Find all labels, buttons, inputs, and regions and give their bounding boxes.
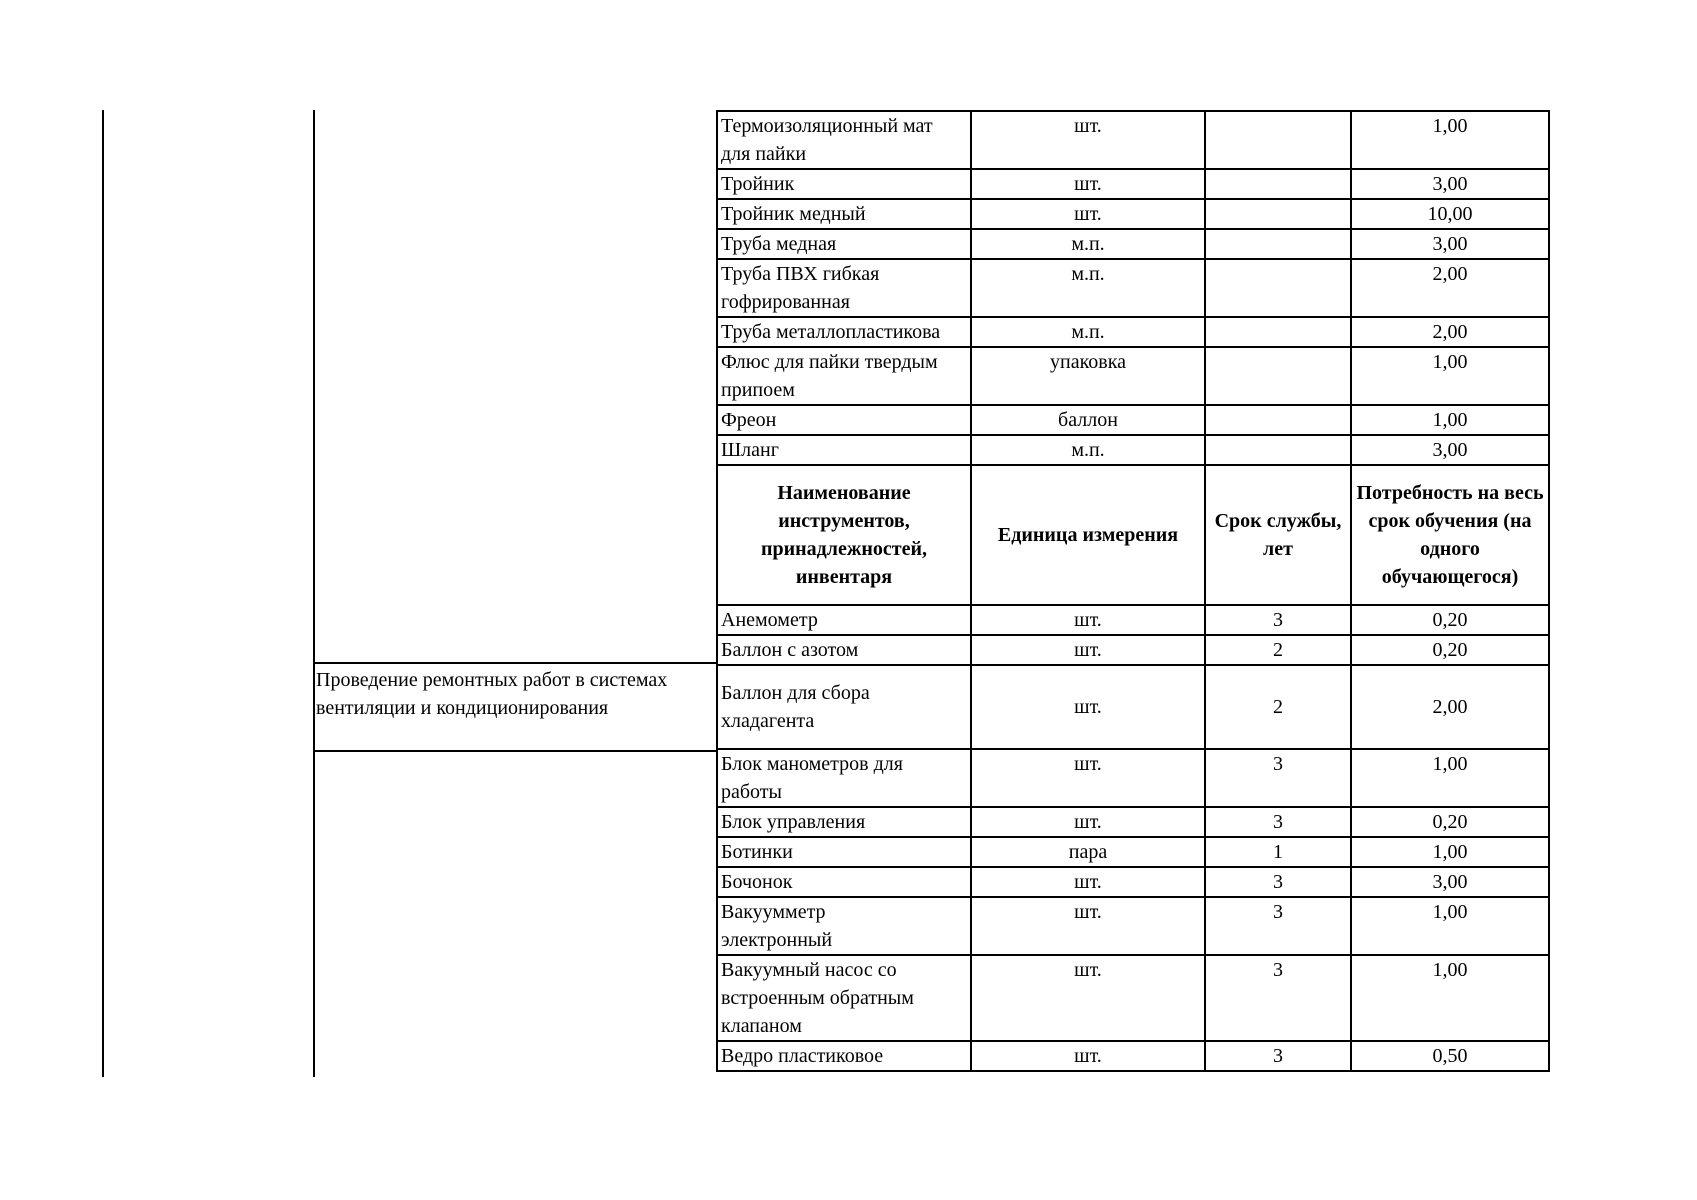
item-name-line: Блок манометров для [721, 753, 903, 775]
item-unit-cell: шт. [971, 111, 1205, 169]
item-name-line: Ведро пластиковое [721, 1045, 884, 1067]
item-name-line: Анемометр [721, 609, 818, 631]
item-term-cell [1205, 111, 1351, 169]
item-name-cell [717, 405, 971, 435]
item-name-line: встроенным обратным [721, 987, 914, 1009]
section-bottom-line [313, 750, 717, 752]
section-column-line [313, 110, 315, 1077]
item-name-line: Термоизоляционный мат [721, 115, 933, 137]
section-title: Проведение ремонтных работ в системах вентиляции и кондиционирования [316, 669, 668, 719]
item-term-cell: 3 [1205, 897, 1351, 955]
item-name-line: Флюс для пайки твердым [721, 351, 938, 373]
item-name-line: Бочонок [721, 871, 793, 893]
item-term-cell [1205, 259, 1351, 317]
item-term-cell [1205, 229, 1351, 259]
item-need-cell: 10,00 [1351, 199, 1549, 229]
item-unit-cell: шт. [971, 807, 1205, 837]
item-unit-cell: шт. [971, 665, 1205, 749]
item-need-cell: 2,00 [1351, 259, 1549, 317]
item-name-line: клапаном [721, 1015, 802, 1037]
item-unit-cell: шт. [971, 169, 1205, 199]
item-unit-cell: м.п. [971, 317, 1205, 347]
table-row [717, 1041, 1549, 1071]
item-unit-cell: м.п. [971, 435, 1205, 465]
item-need-cell: 3,00 [1351, 169, 1549, 199]
item-name-line: Труба ПВХ гибкая [721, 263, 880, 285]
table-header-row [717, 465, 1549, 605]
item-name-cell [717, 867, 971, 897]
table-row [717, 199, 1549, 229]
item-name-cell [717, 317, 971, 347]
table-row [717, 837, 1549, 867]
table-row [717, 897, 1549, 955]
item-need-cell: 3,00 [1351, 867, 1549, 897]
item-name-line: Баллон с азотом [721, 639, 859, 661]
item-name-line: Баллон для сбора [721, 682, 870, 704]
item-unit-cell: шт. [971, 955, 1205, 1041]
item-unit-cell: шт. [971, 749, 1205, 807]
item-term-cell: 3 [1205, 1041, 1351, 1071]
item-name-cell [717, 259, 971, 317]
item-name-line: Тройник [721, 173, 795, 195]
item-name-cell [717, 347, 971, 405]
item-need-cell: 2,00 [1351, 665, 1549, 749]
item-unit-cell: м.п. [971, 229, 1205, 259]
item-term-cell: 3 [1205, 749, 1351, 807]
item-name-cell [717, 955, 971, 1041]
item-name-line: для пайки [721, 143, 807, 165]
item-need-cell: 1,00 [1351, 347, 1549, 405]
item-name-line: работы [721, 781, 782, 803]
item-need-cell: 2,00 [1351, 317, 1549, 347]
item-name-line: Труба металлопластикова [721, 321, 941, 343]
header-term-cell: Срок службы, лет [1205, 465, 1351, 605]
item-name-cell [717, 749, 971, 807]
item-name-cell [717, 229, 971, 259]
table-row [717, 347, 1549, 405]
item-need-cell: 1,00 [1351, 111, 1549, 169]
item-term-cell [1205, 435, 1351, 465]
item-term-cell [1205, 169, 1351, 199]
item-term-cell [1205, 317, 1351, 347]
item-name-cell [717, 605, 971, 635]
item-name-cell [717, 665, 971, 749]
item-need-cell: 1,00 [1351, 837, 1549, 867]
item-term-cell [1205, 347, 1351, 405]
item-need-cell: 1,00 [1351, 405, 1549, 435]
item-need-cell: 3,00 [1351, 229, 1549, 259]
item-name-line: Вакуумный насос со [721, 959, 897, 981]
item-name-cell [717, 199, 971, 229]
item-name-line: Вакуумметр [721, 901, 826, 923]
item-name-cell [717, 169, 971, 199]
item-unit-cell: пара [971, 837, 1205, 867]
item-name-line: электронный [721, 929, 833, 951]
header-unit-cell: Единица измерения [971, 465, 1205, 605]
item-unit-cell: шт. [971, 1041, 1205, 1071]
item-name-cell [717, 111, 971, 169]
item-unit-cell: упаковка [971, 347, 1205, 405]
table-row [717, 867, 1549, 897]
item-unit-cell: шт. [971, 867, 1205, 897]
left-border-line [102, 110, 104, 1077]
item-name-cell [717, 1041, 971, 1071]
item-unit-cell: шт. [971, 897, 1205, 955]
item-need-cell: 1,00 [1351, 897, 1549, 955]
table-row [717, 749, 1549, 807]
item-name-cell [717, 635, 971, 665]
table-row [717, 605, 1549, 635]
item-name-line: Шланг [721, 439, 779, 461]
item-name-cell [717, 837, 971, 867]
item-term-cell: 3 [1205, 807, 1351, 837]
item-term-cell: 3 [1205, 605, 1351, 635]
item-term-cell: 3 [1205, 867, 1351, 897]
item-term-cell [1205, 405, 1351, 435]
item-term-cell: 1 [1205, 837, 1351, 867]
item-term-cell: 2 [1205, 665, 1351, 749]
table-row [717, 229, 1549, 259]
header-need-cell: Потребность на весь срок обучения (на одного обучающегося) [1351, 465, 1549, 605]
item-name-cell [717, 807, 971, 837]
item-need-cell: 0,20 [1351, 635, 1549, 665]
item-name-line: Труба медная [721, 233, 837, 255]
item-need-cell: 0,20 [1351, 605, 1549, 635]
table-row [717, 259, 1549, 317]
item-need-cell: 0,50 [1351, 1041, 1549, 1071]
item-term-cell: 2 [1205, 635, 1351, 665]
item-name-line: гофрированная [721, 291, 850, 313]
item-need-cell: 1,00 [1351, 749, 1549, 807]
table-row [717, 665, 1549, 749]
item-unit-cell: шт. [971, 635, 1205, 665]
table-row [717, 807, 1549, 837]
item-need-cell: 3,00 [1351, 435, 1549, 465]
item-name-cell [717, 897, 971, 955]
table-row [717, 405, 1549, 435]
table-row [717, 955, 1549, 1041]
table-row [717, 635, 1549, 665]
item-term-cell: 3 [1205, 955, 1351, 1041]
section-top-line [313, 662, 717, 664]
item-name-line: хладагента [721, 710, 815, 732]
item-need-cell: 1,00 [1351, 955, 1549, 1041]
item-name-line: припоем [721, 379, 795, 401]
table-row [717, 317, 1549, 347]
items-table [716, 110, 1550, 1072]
table-row [717, 169, 1549, 199]
item-unit-cell: шт. [971, 605, 1205, 635]
item-unit-cell: м.п. [971, 259, 1205, 317]
table-row [717, 111, 1549, 169]
item-need-cell: 0,20 [1351, 807, 1549, 837]
item-name-cell [717, 435, 971, 465]
item-name-line: Блок управления [721, 811, 866, 833]
item-name-line: Ботинки [721, 841, 793, 863]
item-unit-cell: шт. [971, 199, 1205, 229]
header-name-cell: Наименование инструментов, принадлежностей, инвентаря [717, 465, 971, 605]
item-name-line: Фреон [721, 409, 777, 431]
item-term-cell [1205, 199, 1351, 229]
item-name-line: Тройник медный [721, 203, 866, 225]
item-unit-cell: баллон [971, 405, 1205, 435]
table-row [717, 435, 1549, 465]
